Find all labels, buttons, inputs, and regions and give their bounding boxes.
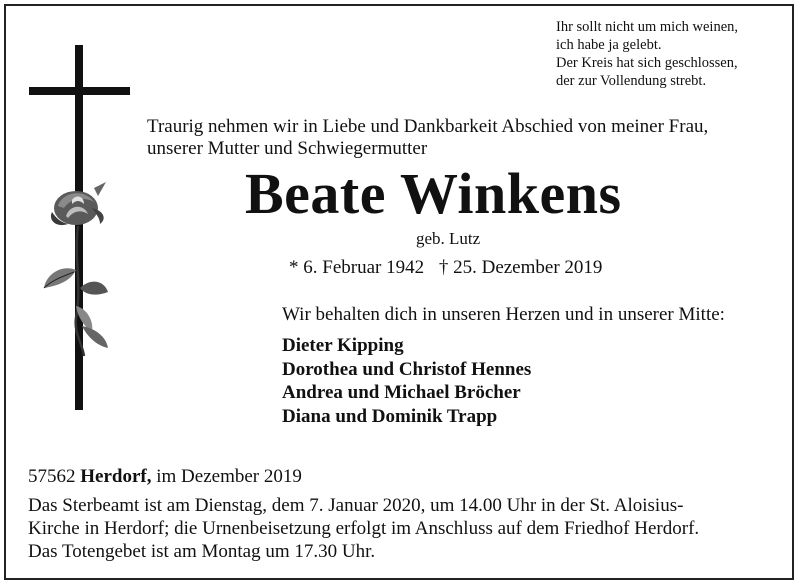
poem-line: ich habe ja gelebt. [556, 37, 662, 53]
life-dates [289, 257, 612, 279]
memorial-poem [556, 18, 738, 90]
notice-date: im Dezember 2019 [156, 466, 302, 487]
mourner-name: Diana und Dominik Trapp [282, 405, 498, 427]
rose-icon [38, 178, 118, 358]
poem-line: der zur Vollendung strebt. [556, 73, 707, 89]
zip-code: 57562 [28, 466, 76, 487]
maiden-name: geb. Lutz [416, 229, 481, 248]
poem-line: Ihr sollt nicht um mich weinen, [556, 19, 739, 35]
intro-text [147, 116, 708, 160]
intro-line: Traurig nehmen wir in Liebe und Dankbarkeit Abschied von meiner Frau, [147, 116, 709, 137]
place-and-date [28, 466, 302, 488]
mourner-name: Dieter Kipping [282, 335, 404, 356]
mourners-intro: Wir behalten dich in unseren Herzen und in unserer Mitte: [282, 304, 725, 325]
funeral-line: Das Totengebet ist am Montag um 17.30 Uhr. [28, 541, 376, 562]
funeral-line: Kirche in Herdorf; die Urnenbeisetzung erfolgt im Anschluss auf dem Friedhof Herdorf. [28, 518, 700, 539]
mourner-name: Andrea und Michael Bröcher [282, 382, 521, 403]
funeral-info [28, 494, 699, 563]
poem-line: Der Kreis hat sich geschlossen, [556, 55, 738, 71]
mourner-name: Dorothea und Christof Hennes [282, 358, 532, 380]
cross-horizontal-beam [29, 87, 130, 95]
death-date: † 25. Dezember 2019 [438, 257, 603, 278]
mourners-list [282, 334, 531, 428]
intro-line: unserer Mutter und Schwiegermutter [147, 138, 428, 159]
town-name: Herdorf, [80, 466, 152, 487]
birth-date: * 6. Februar 1942 [289, 257, 425, 278]
funeral-line: Das Sterbeamt ist am Dienstag, dem 7. Januar 2020, um 14.00 Uhr in der St. Aloisius- [28, 495, 684, 516]
deceased-name: Beate Winkens [245, 161, 622, 226]
